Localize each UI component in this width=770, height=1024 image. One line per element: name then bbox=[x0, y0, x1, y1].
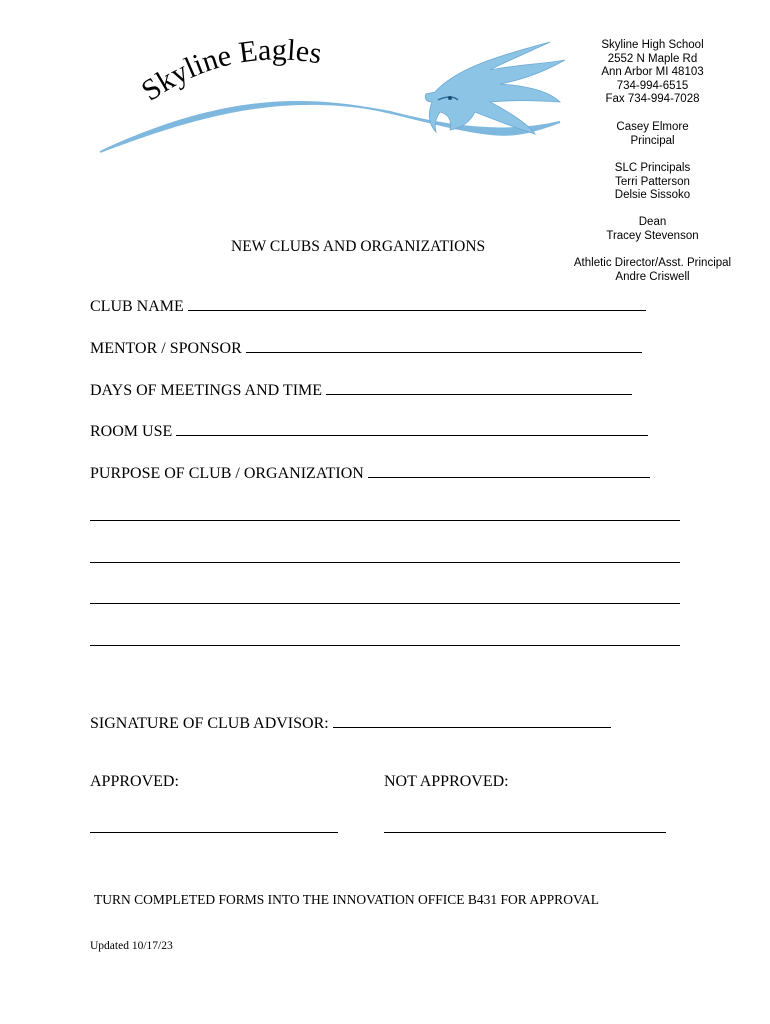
school-fax: Fax 734-994-7028 bbox=[605, 93, 700, 105]
dean-contact bbox=[575, 216, 730, 243]
school-phone: 734-994-6515 bbox=[616, 79, 689, 92]
mentor-field bbox=[90, 338, 642, 358]
not-approved-label: NOT APPROVED: bbox=[384, 773, 509, 790]
eagle-icon bbox=[425, 42, 565, 134]
principal-name: Casey Elmore bbox=[616, 121, 689, 133]
updated-date: Updated 10/17/23 bbox=[90, 940, 173, 952]
skyline-eagles-logo bbox=[90, 30, 570, 170]
dean-name: Tracey Stevenson bbox=[606, 229, 699, 242]
school-address: 2552 N Maple Rd bbox=[607, 52, 698, 65]
signature-field bbox=[90, 713, 611, 733]
room-field bbox=[90, 421, 648, 441]
purpose-line-5[interactable] bbox=[90, 645, 680, 646]
form-title: NEW CLUBS AND ORGANIZATIONS bbox=[231, 238, 486, 255]
logo-text: Skyline Eagles bbox=[135, 33, 325, 108]
dean-title: Dean bbox=[638, 216, 667, 228]
slc-title: SLC Principals bbox=[614, 162, 691, 174]
signature-line[interactable] bbox=[333, 713, 611, 728]
principal-contact bbox=[575, 121, 730, 148]
club-name-field bbox=[90, 296, 646, 316]
room-line[interactable] bbox=[176, 421, 648, 436]
signature-label: SIGNATURE OF CLUB ADVISOR: bbox=[90, 715, 329, 732]
approved-label: APPROVED: bbox=[90, 773, 179, 790]
mentor-label: MENTOR / SPONSOR bbox=[90, 340, 242, 357]
athletic-name: Andre Criswell bbox=[615, 270, 690, 283]
days-label: DAYS OF MEETINGS AND TIME bbox=[90, 382, 323, 399]
days-field bbox=[90, 380, 632, 400]
school-contact bbox=[575, 39, 730, 107]
purpose-line-2[interactable] bbox=[90, 520, 680, 521]
days-line[interactable] bbox=[326, 380, 632, 395]
purpose-label: PURPOSE OF CLUB / ORGANIZATION bbox=[90, 465, 364, 482]
club-name-label: CLUB NAME bbox=[90, 298, 184, 315]
not-approved-signature-line[interactable] bbox=[384, 832, 666, 833]
school-city: Ann Arbor MI 48103 bbox=[601, 66, 704, 78]
school-name: Skyline High School bbox=[601, 39, 704, 51]
purpose-line-4[interactable] bbox=[90, 603, 680, 604]
instructions-text: TURN COMPLETED FORMS INTO THE INNOVATION OFFICE B431 FOR APPROVAL bbox=[94, 892, 599, 907]
slc-name-1: Terri Patterson bbox=[615, 175, 690, 188]
room-label: ROOM USE bbox=[90, 423, 173, 440]
approved-signature-line[interactable] bbox=[90, 832, 338, 833]
mentor-line[interactable] bbox=[246, 338, 642, 353]
purpose-field bbox=[90, 463, 650, 483]
slc-name-2: Delsie Sissoko bbox=[614, 189, 691, 201]
athletic-contact bbox=[560, 257, 745, 284]
athletic-title: Athletic Director/Asst. Principal bbox=[573, 257, 732, 269]
purpose-line[interactable] bbox=[368, 463, 650, 478]
club-name-line[interactable] bbox=[188, 296, 646, 311]
purpose-line-3[interactable] bbox=[90, 562, 680, 563]
principal-title: Principal bbox=[630, 134, 675, 147]
slc-contact bbox=[575, 162, 730, 203]
